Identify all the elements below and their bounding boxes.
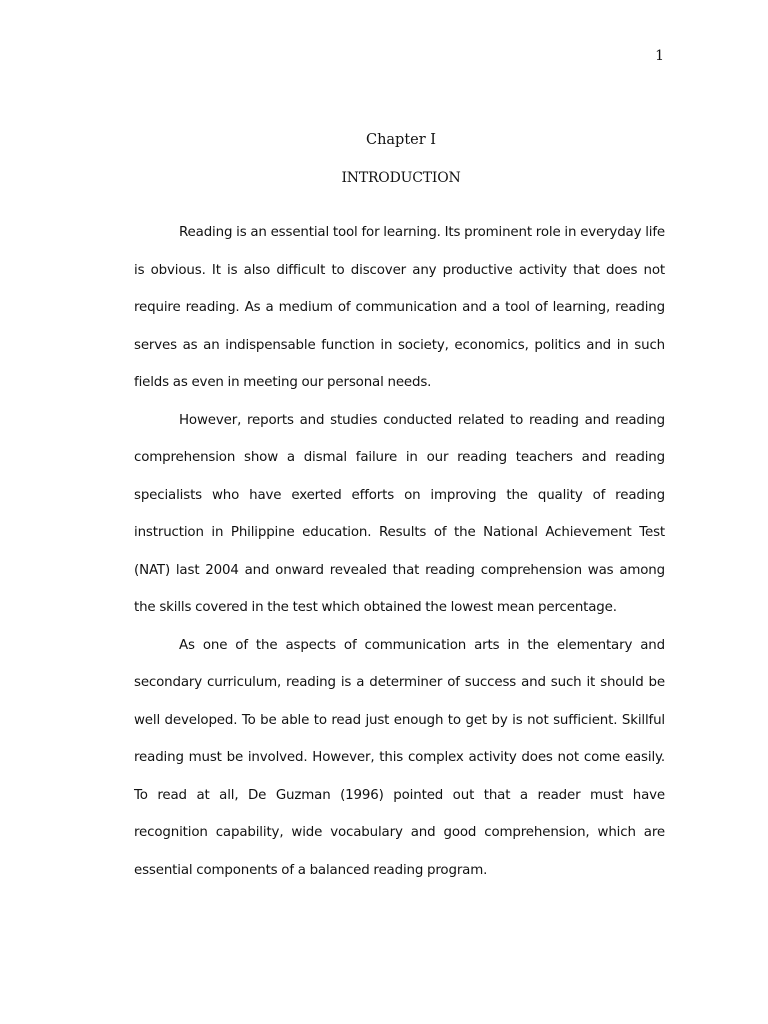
body-text: [134, 214, 665, 889]
chapter-label: Chapter I: [365, 132, 437, 148]
page-number: 1: [655, 48, 664, 64]
paragraph-reading-importance: Reading is an essential tool for learning. Its prominent role in everyday life is obvious. It is also difficult to discover any productive activity that does not require reading. As a medium of communication and a tool of learning, reading serves as an indispensable function in society, economics, politics and in such fields as even in meeting our personal needs.: [134, 225, 665, 390]
chapter-title: INTRODUCTION: [341, 170, 461, 186]
paragraph-reading-failures: However, reports and studies conducted related to reading and reading comprehension show a dismal failure in our reading teachers and reading specialists who have exerted efforts on improving the quality of reading instruction in Philippine education. Results of the National Achievement Test (NAT) last 2004 and onward revealed that reading comprehension was among the skills covered in the test which obtained the lowest mean percentage.: [134, 412, 665, 615]
paragraph-reading-skills: As one of the aspects of communication arts in the elementary and secondary curriculum, reading is a determiner of success and such it should be well developed. To be able to read just enough to get by is not sufficient. Skillful reading must be involved. However, this complex activity does not come easily. To read at all, De Guzman (1996) pointed out that a reader must have recognition capability, wide vocabulary and good comprehension, which are essential components of a balanced reading program.: [134, 637, 665, 878]
